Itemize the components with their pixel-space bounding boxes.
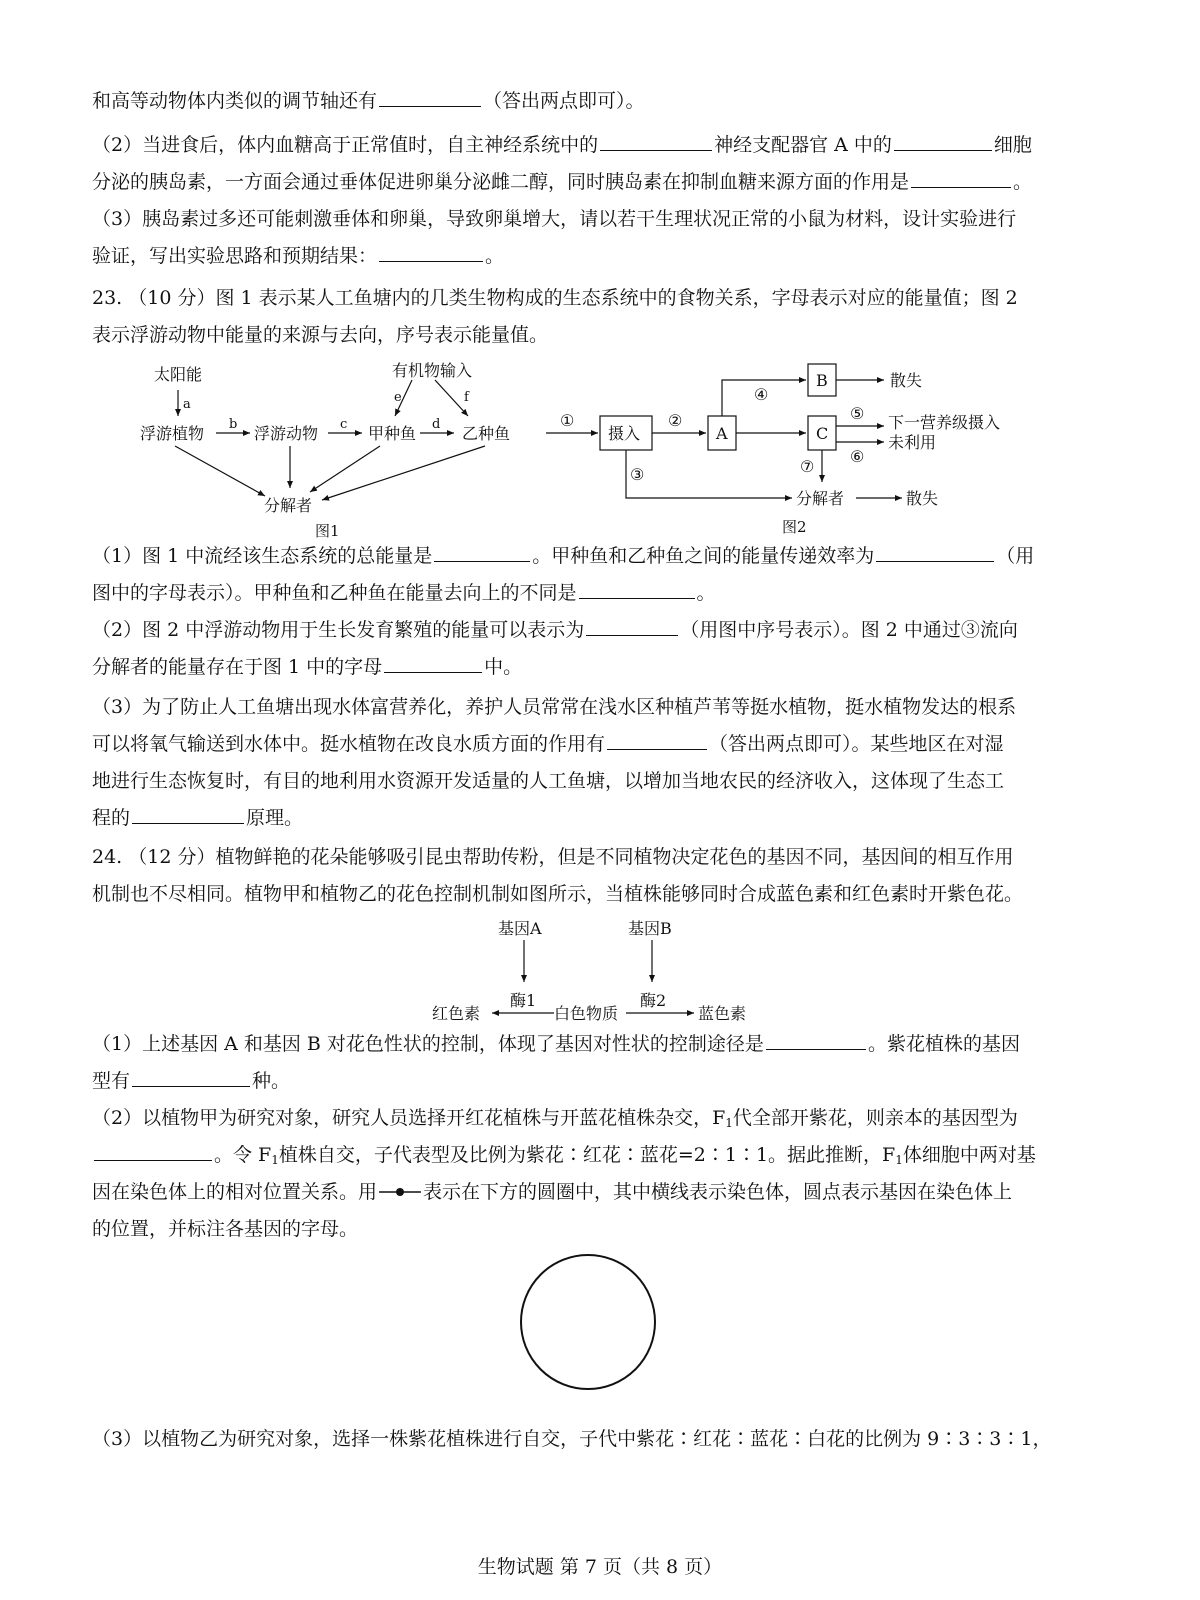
text: 。: [485, 245, 505, 267]
text: 种。: [252, 1070, 291, 1092]
text: 表示在下方的圆圈中，其中横线表示染色体，圆点表示基因在染色体上: [423, 1181, 1013, 1203]
question-23-title: 23. （10 分）图 1 表示某人工鱼塘内的几类生物构成的生态系统中的食物关系，字母表示对应的能量值；图 2: [92, 287, 1018, 309]
sun-energy-label: 太阳能: [154, 365, 203, 384]
text: （2）以植物甲为研究对象，研究人员选择开红花植株与开蓝花植株杂交，F: [92, 1107, 726, 1129]
text: （用图中序号表示）。图 2 中通过③流向: [680, 619, 1018, 641]
question-line: [92, 241, 1112, 271]
question-line: 表示浮游动物中能量的来源与去向，序号表示能量值。: [92, 324, 549, 346]
question-line: 机制也不尽相同。植物甲和植物乙的花色控制机制如图所示，当植株能够同时合成蓝色素和红色素时开紫色花。: [92, 883, 1024, 905]
answer-blank[interactable]: [434, 541, 530, 562]
answer-blank[interactable]: [607, 729, 707, 750]
text: 原理。: [246, 807, 304, 829]
page-footer: 生物试题 第 7 页（共 8 页）: [477, 1556, 723, 1578]
b-label: B: [816, 371, 828, 390]
label-1: ①: [560, 411, 575, 430]
text: 神经支配器官 A 中的: [714, 134, 892, 156]
decomposer-label: 分解者: [796, 489, 845, 508]
text: 图中的字母表示）。甲种鱼和乙种鱼在能量去向上的不同是: [92, 582, 577, 604]
answer-blank[interactable]: [600, 130, 712, 151]
subscript: 1: [895, 1153, 903, 1167]
enzyme-1-label: 酶1: [510, 991, 537, 1010]
text: 程的: [92, 807, 131, 829]
text: 中。: [484, 656, 523, 678]
c-label: C: [816, 424, 829, 443]
text: （2）当进食后，体内血糖高于正常值时，自主神经系统中的: [92, 134, 599, 156]
text: 验证，写出实验思路和预期结果：: [92, 245, 378, 267]
text: （1）图 1 中流经该生态系统的总能量是: [92, 545, 433, 567]
question-line: [92, 615, 1112, 645]
question-line: [92, 652, 1112, 682]
question-line: [92, 729, 1112, 759]
text: 代全部开紫花，则亲本的基因型为: [732, 1107, 1018, 1129]
subscript: 1: [271, 1153, 279, 1167]
answer-blank[interactable]: [586, 615, 678, 636]
text: 细胞: [993, 134, 1032, 156]
label-4: ④: [754, 385, 769, 404]
decomposer-label: 分解者: [264, 496, 313, 515]
answer-blank[interactable]: [379, 241, 483, 262]
text: （1）上述基因 A 和基因 B 对花色性状的控制，体现了基因对性状的控制途径是: [92, 1033, 764, 1055]
answer-blank[interactable]: [876, 541, 994, 562]
question-line: （3）胰岛素过多还可能刺激垂体和卵巢，导致卵巢增大，请以若干生理状况正常的小鼠为材料，设计实验进行: [92, 208, 1017, 230]
figure-1-food-web: [130, 358, 550, 548]
text: （答出两点即可）。: [483, 90, 645, 112]
text: 分泌的胰岛素，一方面会通过垂体促进卵巢分泌雌二醇，同时胰岛素在抑制血糖来源方面的作用是: [92, 171, 910, 193]
figure-2-energy-flow: [542, 358, 1042, 538]
question-line: [92, 1177, 1112, 1207]
text: 可以将氧气输送到水体中。挺水植物在改良水质方面的作用有: [92, 733, 606, 755]
enzyme-2-label: 酶2: [640, 991, 667, 1010]
answer-blank[interactable]: [94, 1140, 212, 1161]
gene-a-label: 基因A: [498, 919, 542, 938]
answer-blank[interactable]: [579, 578, 695, 599]
text: 型有: [92, 1070, 131, 1092]
answer-blank[interactable]: [894, 130, 992, 151]
label-b: b: [229, 417, 238, 432]
white-substance-label: 白色物质: [554, 1004, 619, 1023]
label-3: ③: [630, 465, 645, 484]
next-level-label: 下一营养级摄入: [888, 413, 1001, 432]
text: 。甲种鱼和乙种鱼之间的能量传递效率为: [532, 545, 875, 567]
question-line: [92, 1029, 1112, 1059]
answer-blank[interactable]: [766, 1029, 866, 1050]
answer-blank[interactable]: [379, 86, 481, 107]
question-line: [92, 130, 1112, 160]
question-line: 地进行生态恢复时，有目的地利用水资源开发适量的人工鱼塘，以增加当地农民的经济收入，这体现了生态工: [92, 770, 1005, 792]
label-a: a: [183, 397, 191, 412]
text: 分解者的能量存在于图 1 中的字母: [92, 656, 383, 678]
text: （用: [996, 545, 1035, 567]
question-line: [92, 803, 1112, 833]
unused-label: 未利用: [888, 433, 937, 452]
label-2: ②: [668, 411, 683, 430]
label-e: e: [394, 390, 402, 405]
intake-label: 摄入: [608, 424, 641, 443]
question-24-title: 24. （12 分）植物鲜艳的花朵能够吸引昆虫帮助传粉，但是不同植物决定花色的基因不同，基因间的相互作用: [92, 846, 1014, 868]
text: 。: [1013, 171, 1033, 193]
fish-b-label: 乙种鱼: [462, 424, 511, 443]
loss-label: 散失: [906, 489, 939, 508]
question-line: （3）以植物乙为研究对象，选择一株紫花植株进行自交，子代中紫花∶红花∶蓝花∶白花的比例为 9∶3∶3∶1，: [92, 1428, 1052, 1450]
label-6: ⑥: [850, 447, 865, 466]
question-line: [92, 167, 1112, 197]
label-7: ⑦: [800, 457, 815, 476]
organic-input-label: 有机物输入: [392, 361, 473, 380]
answer-blank[interactable]: [132, 803, 244, 824]
chromosome-symbol-icon: [377, 1185, 423, 1199]
text: 因在染色体上的相对位置关系。用: [92, 1181, 378, 1203]
question-line: [92, 86, 1112, 116]
question-line: [92, 578, 1112, 608]
label-d: d: [432, 417, 441, 432]
text: 植株自交，子代表型及比例为紫花∶红花∶蓝花=2∶1∶1。据此推断，F: [278, 1144, 896, 1166]
gene-b-label: 基因B: [628, 919, 672, 938]
question-line: [92, 1140, 1112, 1175]
text: （2）图 2 中浮游动物用于生长发育繁殖的能量可以表示为: [92, 619, 585, 641]
figure-gene-pathway: [430, 916, 790, 1028]
text: 。紫花植株的基因: [867, 1033, 1020, 1055]
answer-blank[interactable]: [132, 1066, 250, 1087]
figure-1-caption: 图1: [315, 522, 340, 540]
red-pigment-label: 红色素: [432, 1004, 481, 1023]
question-line: [92, 541, 1112, 571]
answer-blank[interactable]: [384, 652, 482, 673]
text: 体细胞中两对基: [902, 1144, 1036, 1166]
subscript: 1: [725, 1116, 733, 1130]
blue-pigment-label: 蓝色素: [698, 1004, 747, 1023]
figure-2-caption: 图2: [782, 518, 807, 536]
question-line: [92, 1103, 1112, 1138]
label-c: c: [340, 417, 348, 432]
text: 。令 F: [214, 1144, 272, 1166]
label-f: f: [464, 390, 469, 405]
question-line: [92, 1066, 1112, 1096]
text: （答出两点即可）。某些地区在对湿: [709, 733, 1004, 755]
a-label: A: [716, 424, 728, 443]
loss-label: 散失: [890, 371, 923, 390]
zooplankton-label: 浮游动物: [254, 424, 319, 443]
question-line: 的位置，并标注各基因的字母。: [92, 1218, 359, 1240]
answer-circle[interactable]: [518, 1252, 658, 1392]
text: 和高等动物体内类似的调节轴还有: [92, 90, 378, 112]
answer-blank[interactable]: [911, 167, 1011, 188]
phytoplankton-label: 浮游植物: [140, 424, 205, 443]
question-line: （3）为了防止人工鱼塘出现水体富营养化，养护人员常常在浅水区种植芦苇等挺水植物，挺水植物发达的根系: [92, 696, 1017, 718]
fish-a-label: 甲种鱼: [368, 424, 417, 443]
text: 。: [696, 582, 716, 604]
label-5: ⑤: [850, 404, 865, 423]
